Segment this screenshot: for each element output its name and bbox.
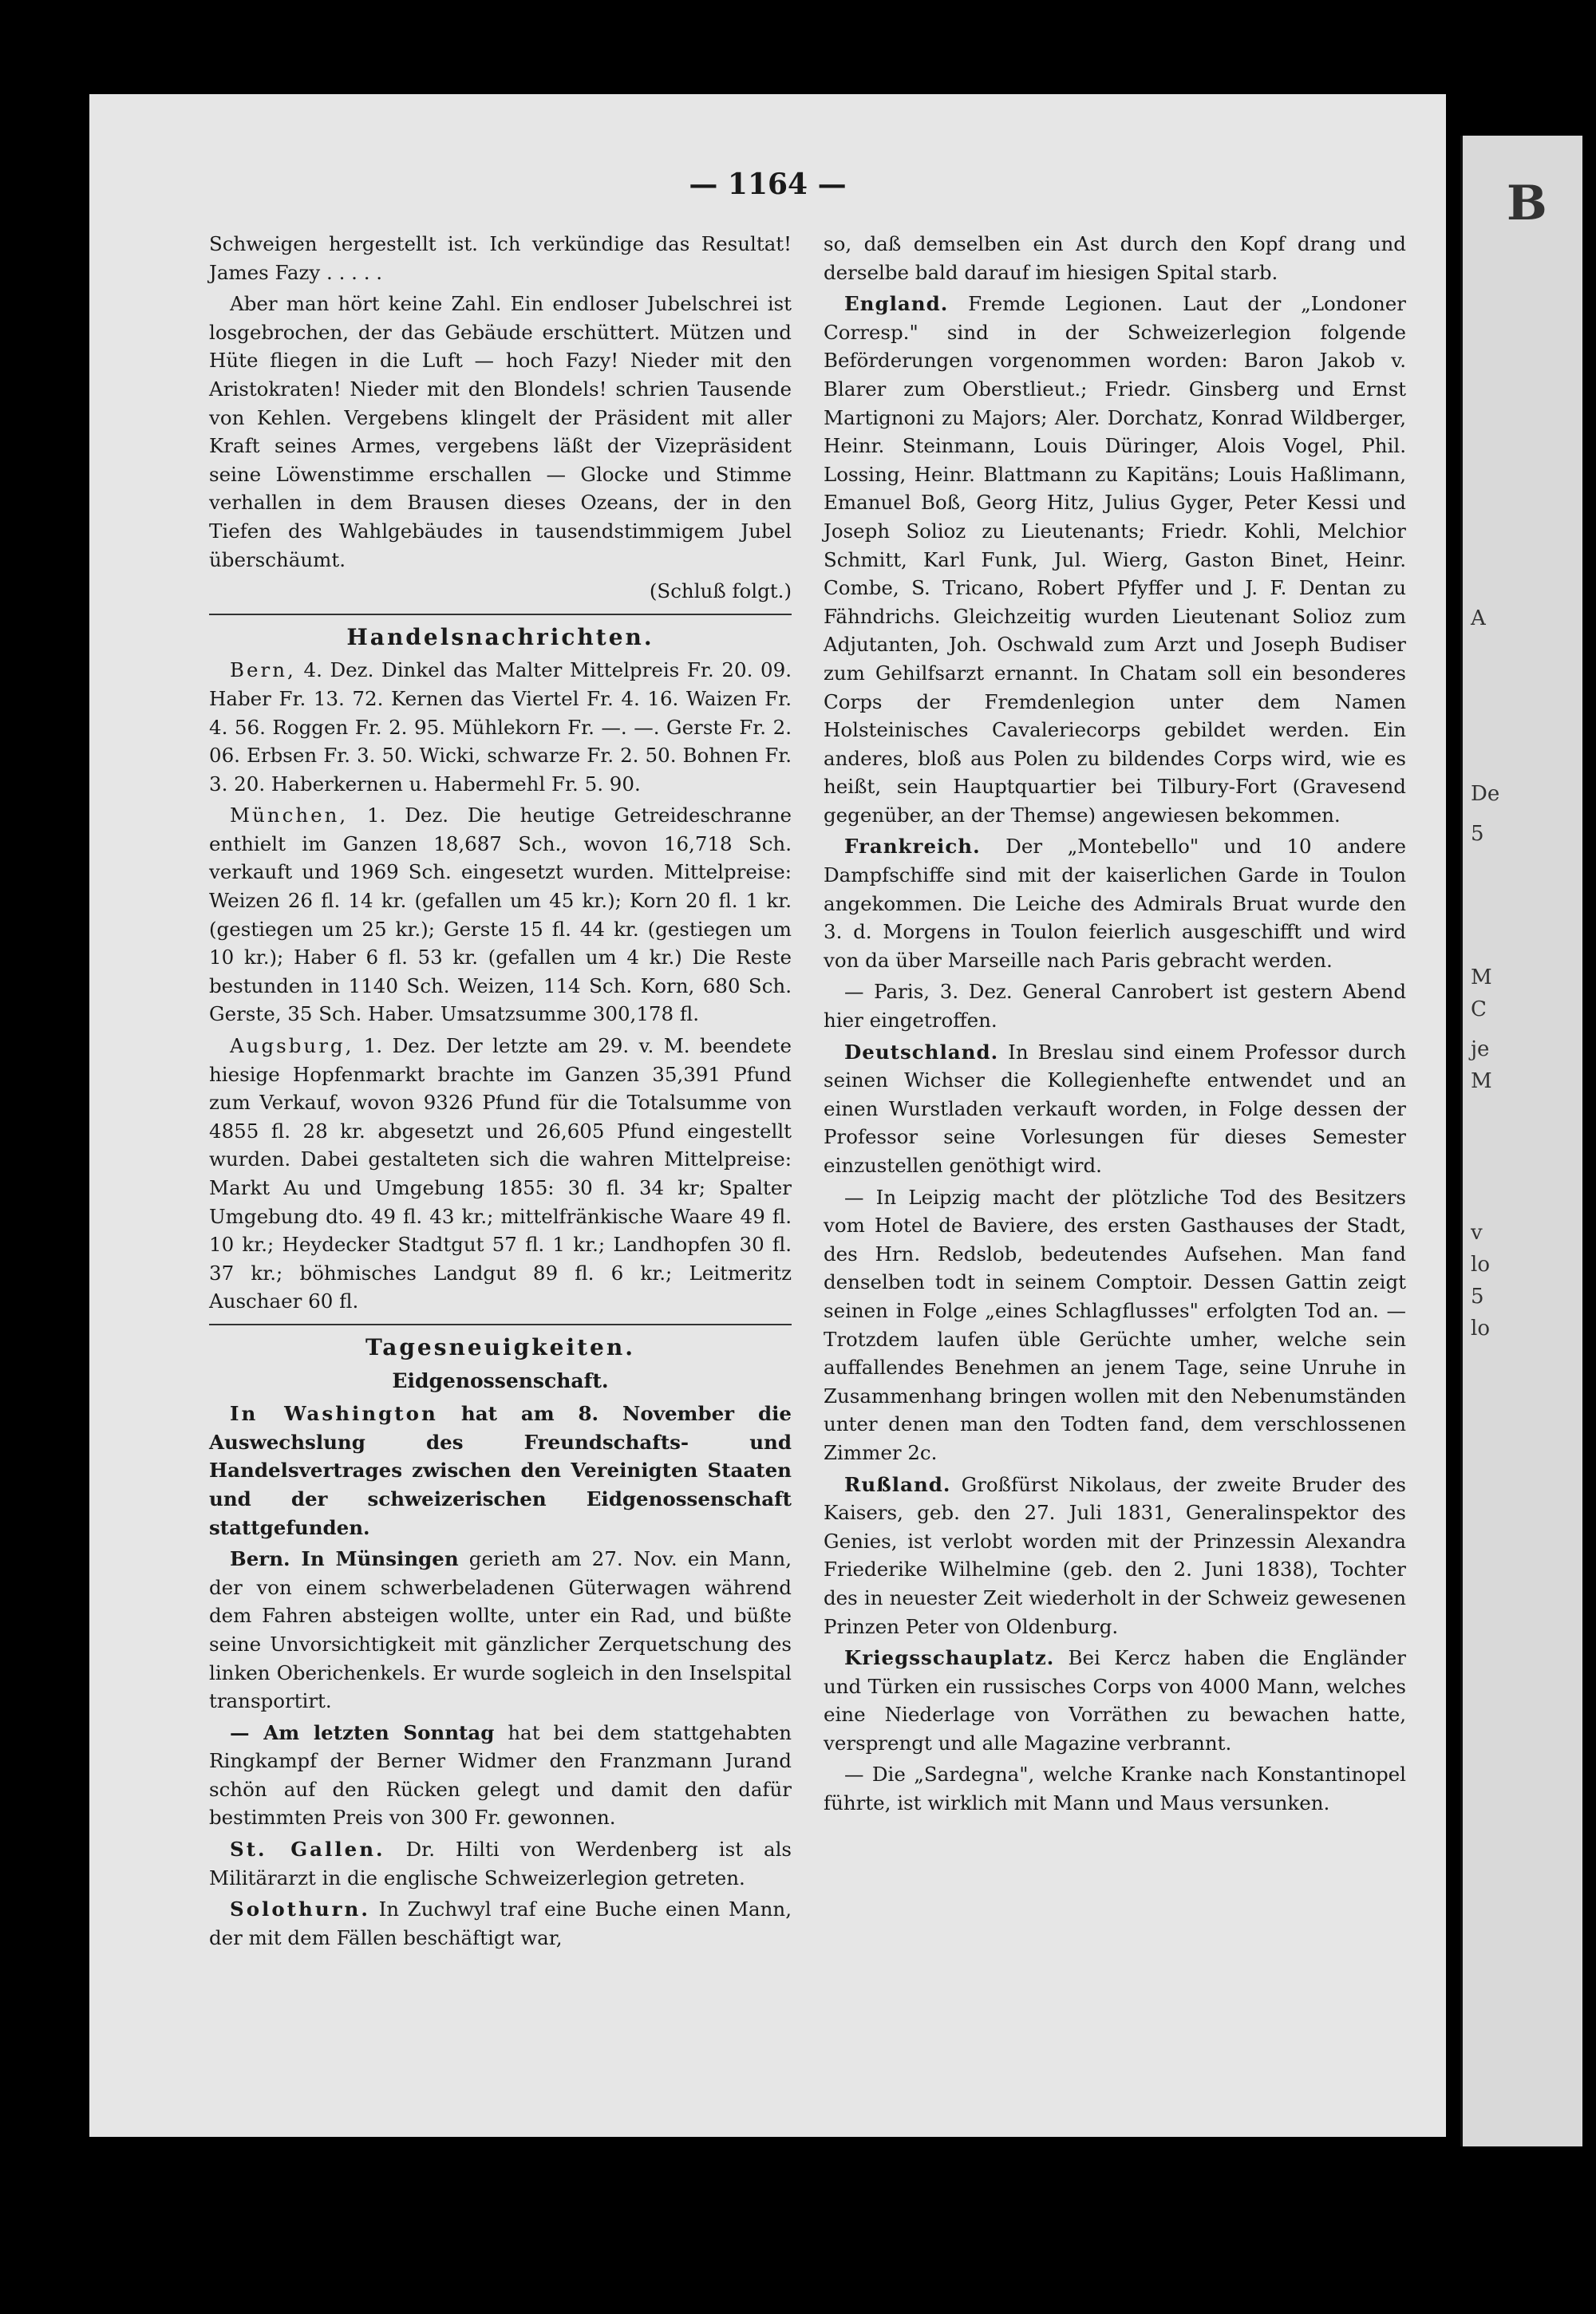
- market-report-muenchen: [209, 801, 792, 1029]
- paragraph: so, daß demselben ein Ast durch den Kopf drang und derselbe bald darauf im hiesigen Spital starb.: [824, 232, 1406, 284]
- news-text: Bei Kercz haben die Engländer und Türken ein russisches Corps von 4000 Mann, welches eine Niederlage von Vorräthen zu bewachen hatte, versprengt und alle Magazine verbrannt.: [824, 1646, 1406, 1755]
- adjacent-page-glyph: A: [1471, 606, 1486, 630]
- country-heading: Rußland.: [844, 1472, 951, 1496]
- market-report-augsburg: [209, 1032, 792, 1316]
- adjacent-page-glyph: lo: [1471, 1317, 1490, 1341]
- section-heading-handel: Handelsnachrichten.: [346, 623, 654, 650]
- continued-note: (Schluß folgt.): [649, 579, 792, 603]
- right-column: [824, 230, 1406, 1821]
- news-item: [824, 1644, 1406, 1757]
- adjacent-page-glyph: B: [1507, 176, 1547, 231]
- adjacent-page-glyph: 5: [1471, 1285, 1484, 1309]
- news-text: hat bei dem stattgehabten Ringkampf der Berner Widmer den Franzmann Jurand schön auf den Rücken gelegt und damit den dafür bestimmten Preis von 300 Fr. gewonnen.: [209, 1720, 792, 1830]
- news-text: In Breslau sind einem Professor durch seinen Wichser die Kollegienhefte entwendet und an einen Wurstladen verkauft worden, in Folge dessen der Professor seine Vorlesungen für dieses Semester einzustellen genöthigt wird.: [824, 1040, 1406, 1177]
- adjacent-page-glyph: De: [1471, 782, 1500, 806]
- lead: — Am letzten Sonntag: [230, 1720, 495, 1744]
- adjacent-page-glyph: lo: [1471, 1253, 1490, 1277]
- news-text: Großfürst Nikolaus, der zweite Bruder des Kaisers, geb. den 27. Juli 1831, Generalinspektor des Genies, ist verlobt worden mit der Prinzessin Alexandra Friederike Wilhelmine (geb. den 2. Juni 1838), Tochter des in neuester Zeit wiederholt in der Schweiz gewesenen Prinzen Peter von Oldenburg.: [824, 1472, 1406, 1638]
- news-item: [209, 1895, 792, 1952]
- news-item: [209, 1835, 792, 1892]
- news-text: In Zuchwyl traf eine Buche einen Mann, der mit dem Fällen beschäftigt war,: [209, 1897, 792, 1949]
- country-heading: England.: [844, 292, 949, 316]
- news-text: Fremde Legionen. Laut der „Londoner Corresp." sind in der Schweizerlegion folgende Beförderungen vorgenommen worden: Baron Jakob v. Blarer zum Oberstlieut.; Friedr. Ginsberg und Ernst Martignoni zu Majors; Aler. Dorchatz, Konrad Wildberger, Heinr. Steinmann, Louis Düringer, Alois Vogel, Phil. Lossing, Heinr. Blattmann zu Kapitäns; Louis Haßlimann, Emanuel Boß, Georg Hitz, Julius Gyger, Peter Kessi und Joseph Solioz zu Lieutenants; Friedr. Kohli, Melchior Schmitt, Karl Funk, Jul. Wierg, Gaston Binet, Heinr. Combe, S. Tricano, Robert Pfyffer und J. F. Dentan zu Fähndrichs. Gleichzeitig wurden Lieutenant Solioz zum Adjutanten, Joh. Oschwald zum Arzt und Joseph Budiser zum Gehilfsarzt ernannt. In Chatam soll ein besonderes Corps der Fremdenlegion unter dem Namen Holsteinisches Cavaleriecorps gebildet werden. Ein anderes, bloß aus Polen zu bildendes Corps wird, wie es heißt, sein Hauptquartier bei Tilbury-Fort (Gravesend gegenüber, an der Themse) angewiesen bekommen.: [824, 292, 1406, 827]
- market-report-bern: [209, 656, 792, 798]
- news-text: hat am 8. November die Auswechslung des Freundschafts- und Handelsvertrages zwischen den Vereinigten Staaten und der schweizerischen Eidgenossenschaft stattgefunden.: [209, 1402, 792, 1539]
- country-heading: Kriegsschauplatz.: [844, 1646, 1055, 1670]
- adjacent-page-glyph: M: [1471, 1069, 1492, 1093]
- report-text: 1. Dez. Der letzte am 29. v. M. beendete hiesige Hopfenmarkt brachte im Ganzen 35,391 Pfund zum Verkauf, wovon 9326 Pfund für die Totalsumme von 4855 fl. 28 kr. abgesetzt und 26,605 Pfund eingestellt wurden. Dabei gestalteten sich die wahren Mittelpreise: Markt Au und Umgebung 1855: 30 fl. 34 kr; Spalter Umgebung dto. 49 fl. 43 kr.; mittelfränkische Waare 49 fl. 10 kr.; Heydecker Stadtgut 57 fl. 1 kr.; Landhopfen 30 fl. 37 kr.; böhmisches Landgut 89 fl. 6 kr.; Leitmeritz Auschaer 60 fl.: [209, 1034, 792, 1313]
- place-name: Augsburg,: [230, 1034, 354, 1058]
- newspaper-page: [89, 94, 1446, 2137]
- news-item: [209, 1719, 792, 1832]
- country-heading: Frankreich.: [844, 835, 981, 859]
- adjacent-page-strip: [1460, 136, 1582, 2146]
- news-item: [824, 290, 1406, 829]
- place-name: Bern,: [230, 658, 296, 682]
- report-text: 1. Dez. Die heutige Getreideschranne enthielt im Ganzen 18,687 Sch., wovon 16,718 Sch. verkauft und 1969 Sch. eingesetzt wurden. Mittelpreise: Weizen 26 fl. 14 kr. (gefallen um 45 kr.); Korn 20 fl. 1 kr. (gestiegen um 25 kr.); Gerste 15 fl. 44 kr. (gestiegen um 10 kr.); Haber 6 fl. 53 kr. (gefallen um 4 kr.) Die Reste bestunden in 1140 Sch. Weizen, 114 Sch. Korn, 680 Sch. Gerste, 35 Sch. Haber. Umsatzsumme 300,178 fl.: [209, 804, 792, 1026]
- news-item: [824, 1471, 1406, 1641]
- news-item: [209, 1400, 792, 1542]
- lead: In Washington: [230, 1402, 438, 1426]
- news-item: [824, 1038, 1406, 1180]
- adjacent-page-glyph: je: [1471, 1037, 1490, 1061]
- left-column: [209, 230, 792, 1955]
- news-text: gerieth am 27. Nov. ein Mann, der von einem schwerbeladenen Güterwagen während dem Fahren absteigen wollte, unter ein Rad, und büßte seine Unvorsichtigkeit mit gänzlicher Zerquetschung des linken Oberichenkels. Er wurde sogleich in den Inselspital transportirt.: [209, 1547, 792, 1713]
- divider: [209, 1324, 792, 1325]
- paragraph: Aber man hört keine Zahl. Ein endloser Jubelschrei ist losgebrochen, der das Gebäude erschüttert. Mützen und Hüte fliegen in die Luft — hoch Fazy! Nieder mit den Aristokraten! Nieder mit den Blondels! schrien Tausende von Kehlen. Vergebens klingelt der Präsident mit aller Kraft seines Armes, vergebens läßt der Vizepräsident seine Löwenstimme erschallen — Glocke und Stimme verhallen in dem Brausen dieses Ozeans, der in den Tiefen des Wahlgebäudes in tausendstimmigem Jubel überschäumt.: [209, 292, 792, 571]
- news-item: — In Leipzig macht der plötzliche Tod des Besitzers vom Hotel de Baviere, des ersten Gasthauses der Stadt, des Hrn. Redslob, bedeutendes Aufsehen. Man fand denselben todt in seinem Comptoir. Dessen Gattin zeigt seinen in Folge „eines Schlagflusses" erfolgten Tod an. — Trotzdem laufen üble Gerüchte umher, welche sein auffallendes Benehmen an jenem Tage, seine Unruhe in Zusammenhang bringen wollen mit den Nebenumständen unter denen man den Todten fand, dem verschlossenen Zimmer 2c.: [824, 1185, 1406, 1464]
- news-item: [209, 1545, 792, 1716]
- country-heading: Deutschland.: [844, 1040, 999, 1064]
- subheading-eidgenossenschaft: Eidgenossenschaft.: [392, 1368, 609, 1392]
- divider: [209, 614, 792, 615]
- section-heading-tages: Tagesneuigkeiten.: [365, 1333, 635, 1360]
- news-text: Der „Montebello" und 10 andere Dampfschiffe sind mit der kaiserlichen Garde in Toulon angekommen. Die Leiche des Admirals Bruat wurde den 3. d. Morgens in Toulon feierlich ausgeschifft und wird von da über Marseille nach Paris gebracht werden.: [824, 835, 1406, 972]
- adjacent-page-glyph: M: [1471, 965, 1492, 989]
- adjacent-page-glyph: C: [1471, 997, 1487, 1021]
- lead: Bern. In Münsingen: [230, 1547, 459, 1571]
- adjacent-page-glyph: v: [1471, 1221, 1483, 1245]
- paragraph: Schweigen hergestellt ist. Ich verkündige das Resultat! James Fazy . . . . .: [209, 232, 792, 284]
- place-name: München,: [230, 804, 349, 827]
- news-text: Dr. Hilti von Werdenberg ist als Militärarzt in die englische Schweizerlegion getreten.: [209, 1838, 792, 1890]
- news-item: — Die „Sardegna", welche Kranke nach Konstantinopel führte, ist wirklich mit Mann und Maus versunken.: [824, 1763, 1406, 1815]
- page-number: — 1164 —: [689, 168, 847, 201]
- news-item: — Paris, 3. Dez. General Canrobert ist gestern Abend hier eingetroffen.: [824, 980, 1406, 1033]
- lead: St. Gallen.: [230, 1838, 385, 1862]
- news-item: [824, 832, 1406, 974]
- report-text: 4. Dez. Dinkel das Malter Mittelpreis Fr. 20. 09. Haber Fr. 13. 72. Kernen das Viertel Fr. 4. 16. Waizen Fr. 4. 56. Roggen Fr. 2. 95. Mühlekorn Fr. —. —. Gerste Fr. 2. 06. Erbsen Fr. 3. 50. Wicki, schwarze Fr. 2. 50. Bohnen Fr. 3. 20. Haberkernen u. Habermehl Fr. 5. 90.: [209, 658, 792, 796]
- adjacent-page-glyph: 5: [1471, 822, 1484, 846]
- lead: Solothurn.: [230, 1897, 370, 1921]
